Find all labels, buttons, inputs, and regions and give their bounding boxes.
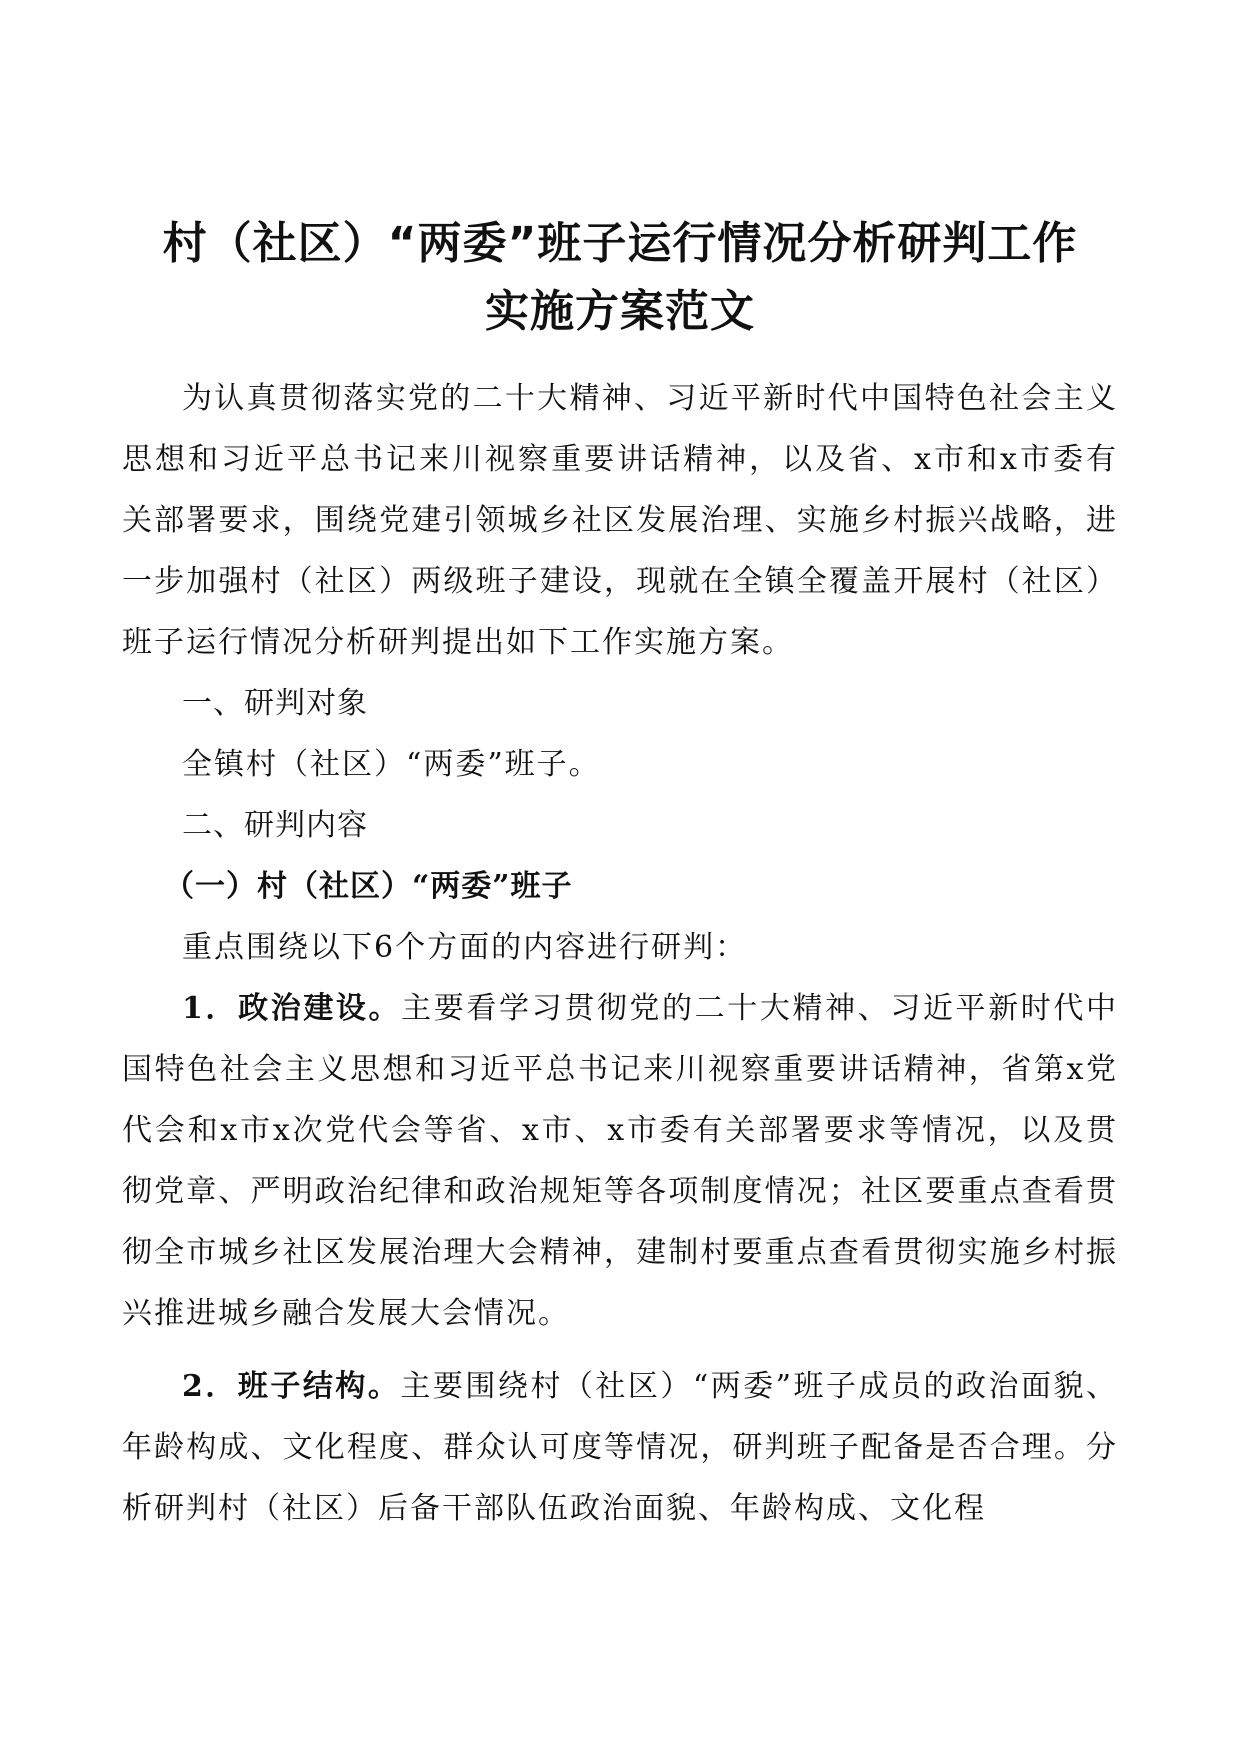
subsection-heading-committees: （一）村（社区）“两委”班子 bbox=[164, 869, 573, 904]
intro-paragraph: 为认真贯彻落实党的二十大精神、习近平新时代中国特色社会主义思想和习近平总书记来川视察重要讲话精神，以及省、x市和x市委有关部署要求，围绕党建引领城乡社区发展治理、实施乡村振兴战略，进一步加强村（社区）两级班子建设，现就在全镇全覆盖开展村（社区）班子运行情况分析研判提出如下工作实施方案。 bbox=[122, 381, 1118, 660]
subsection-text-committees: 重点围绕以下6个方面的内容进行研判： bbox=[182, 930, 748, 965]
section-heading-targets: 一、研判对象 bbox=[182, 686, 368, 721]
item-team-structure bbox=[122, 1356, 1118, 1539]
item-team-structure-text: 主要围绕村（社区）“两委”班子成员的政治面貌、年龄构成、文化程度、群众认可度等情况，研判班子配备是否合理。分析研判村（社区）后备干部队伍政治面貌、年龄构成、文化程 bbox=[122, 1369, 1118, 1526]
title-line-1: 村（社区）“两委”班子运行情况分析研判工作 bbox=[162, 218, 1078, 269]
document-title bbox=[122, 210, 1118, 346]
document-body bbox=[122, 368, 1118, 1539]
item-political-building bbox=[122, 978, 1118, 1344]
item-political-building-text: 主要看学习贯彻党的二十大精神、习近平新时代中国特色社会主义思想和习近平总书记来川视察重要讲话精神，省第x党代会和x市x次党代会等省、x市、x市委有关部署要求等情况，以及贯彻党章、严明政治纪律和政治规矩等各项制度情况；社区要重点查看贯彻全市城乡社区发展治理大会精神，建制村要重点查看贯彻实施乡村振兴推进城乡融合发展大会情况。 bbox=[122, 991, 1118, 1331]
title-line-2: 实施方案范文 bbox=[485, 286, 755, 337]
document-page bbox=[122, 210, 1118, 1539]
item-team-structure-lead: 2．班子结构。 bbox=[182, 1369, 401, 1404]
section-text-targets: 全镇村（社区）“两委”班子。 bbox=[182, 747, 601, 782]
item-political-building-lead: 1．政治建设。 bbox=[182, 991, 402, 1026]
section-heading-content: 二、研判内容 bbox=[182, 808, 368, 843]
paragraph-gap bbox=[122, 1344, 1118, 1356]
